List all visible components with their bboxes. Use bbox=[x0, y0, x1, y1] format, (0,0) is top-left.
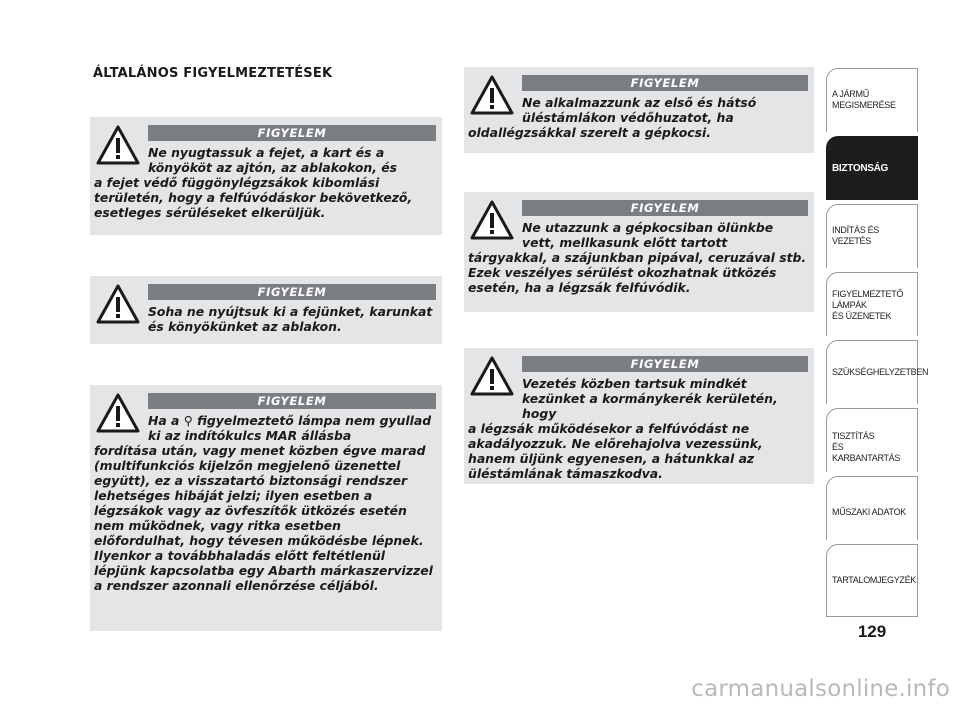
section-title: ÁLTALÁNOS FIGYELMEZTETÉSEK bbox=[93, 66, 333, 81]
tab-figyelmezteto-lampak[interactable]: FIGYELMEZTETŐ LÁMPÁK ÉS ÜZENETEK bbox=[826, 272, 918, 336]
tab-muszaki-adatok[interactable]: MŰSZAKI ADATOK bbox=[826, 476, 918, 540]
warning-label: FIGYELEM bbox=[522, 75, 808, 91]
tab-biztonsag[interactable]: BIZTONSÁG bbox=[826, 136, 918, 200]
tabs-bottom-line bbox=[826, 616, 918, 617]
tab-tisztitas-es-karbantartas[interactable]: TISZTÍTÁS ÉS KARBANTARTÁS bbox=[826, 408, 918, 472]
warning-box-objects bbox=[464, 192, 814, 312]
warning-box-airbag-lamp bbox=[90, 385, 442, 631]
warning-label: FIGYELEM bbox=[522, 356, 808, 372]
warning-text: Ha a ⚲ figyelmeztető lámpa nem gyullad ki az indítókulcs MAR állásba fordítása után, vagy menet közben égve marad (multifunkciós kijelzőn megjelenő üzenettel együtt), ez a visszatartó biztonsági rendszer lehetséges hibáját jelzi; ilyen esetben a légzsákok vagy az övfeszítők ütközés esetén nem működnek, vagy ritka esetben előfordulhat, hogy tévesen működésbe lépnek. Ilyenkor a továbbhaladás előtt feltétlenül lépjünk kapcsolatba egy Abarth márkaszervizzel a rendszer azonnali ellenőrzése céljából. bbox=[94, 413, 433, 593]
warning-box-steering bbox=[464, 348, 814, 484]
warning-text: Ne alkalmazzunk az első és hátsó üléstámlákon védőhuzatot, ha oldallégzsákkal szerelt a gépkocsi. bbox=[468, 95, 757, 140]
tab-tartalomjegyzek[interactable]: TARTALOMJEGYZÉK bbox=[826, 544, 918, 616]
warning-box-window bbox=[90, 276, 442, 344]
warning-text: Ne nyugtassuk a fejet, a kart és a könyököt az ajtón, az ablakokon, és a fejet védő függönylégzsákok kibomlási területén, hogy a felfúvódáskor bekövetkező, esetleges sérüléseket elkerüljük. bbox=[94, 145, 413, 220]
warning-text: Soha ne nyújtsuk ki a fejünket, karunkat és könyökünket az ablakon. bbox=[148, 304, 433, 334]
warning-text: Ne utazzunk a gépkocsiban ölünkbe vett, mellkasunk előtt tartott tárgyakkal, a szájunkban pipával, ceruzával stb. Ezek veszélyes sérülést okozhatnak ütközés esetén, ha a légzsák felfúvódik. bbox=[468, 220, 807, 295]
tab-a-jarmu-megismerese[interactable]: A JÁRMŰ MEGISMERÉSE bbox=[826, 68, 918, 132]
airbag-lamp-icon: ⚲ bbox=[183, 413, 193, 428]
warning-label: FIGYELEM bbox=[148, 125, 436, 141]
warning-label: FIGYELEM bbox=[148, 284, 436, 300]
warning-box-head-arm bbox=[90, 117, 442, 235]
warning-text: Vezetés közben tartsuk mindkét kezünket a kormánykerék kerületén, hogy a légzsák működésekor a felfúvódást ne akadályozzuk. Ne előrehajolva vezessünk, hanem üljünk egyenesen, a hátunkkal az üléstámlának támaszkodva. bbox=[468, 376, 778, 481]
watermark: carmanualsonline.info bbox=[691, 676, 950, 702]
page-number: 129 bbox=[857, 622, 887, 641]
warning-box-seat-cover bbox=[464, 67, 814, 153]
tab-inditas-es-vezetes[interactable]: INDÍTÁS ÉS VEZETÉS bbox=[826, 204, 918, 268]
warning-label: FIGYELEM bbox=[522, 200, 808, 216]
tab-szukseghelyzetben[interactable]: SZÜKSÉGHELYZETBEN bbox=[826, 340, 918, 404]
warning-label: FIGYELEM bbox=[148, 393, 436, 409]
